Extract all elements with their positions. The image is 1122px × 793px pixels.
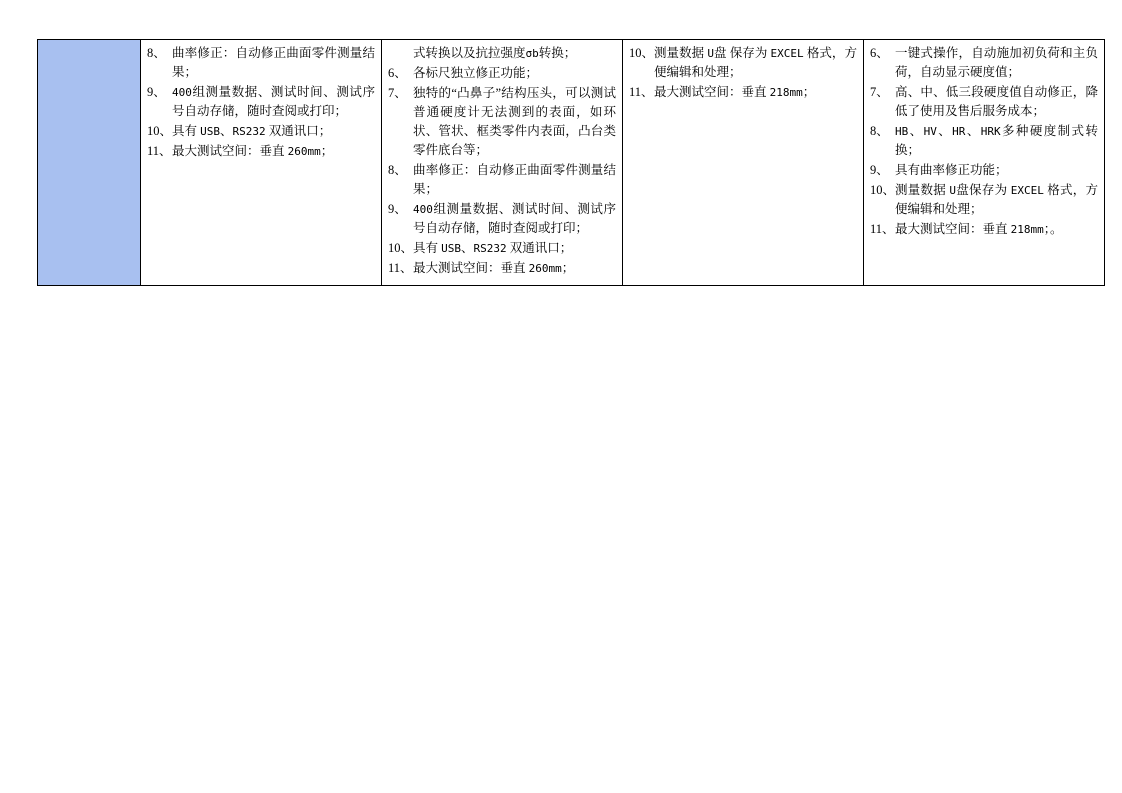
list-item [870, 181, 1098, 219]
list-item [388, 84, 616, 160]
specification-table [37, 39, 1105, 286]
table-cell-column-5 [864, 40, 1105, 286]
list-item-text: 400组测量数据、测试时间、测试序号自动存储，随时查阅或打印； [172, 85, 375, 118]
list-item-number: 10、 [629, 46, 655, 60]
list-item [870, 122, 1098, 160]
list-item-text: 测量数据 U盘保存为 EXCEL 格式，方便编辑和处理； [895, 183, 1098, 216]
list-item-text: HB、HV、HR、HRK多种硬度制式转换； [895, 124, 1098, 157]
list-item-text: 最大测试空间：垂直 218mm； [654, 85, 816, 99]
list-item-text: 最大测试空间：垂直 260mm； [172, 144, 334, 158]
list-item [388, 200, 616, 238]
list-item-text: 具有 USB、RS232 双通讯口； [413, 241, 573, 255]
list-item [388, 44, 616, 63]
list-item-number: 9、 [388, 202, 407, 216]
list-item [629, 83, 857, 102]
list-item-number: 7、 [870, 85, 889, 99]
list-item-text: 曲率修正：自动修正曲面零件测量结果； [172, 46, 375, 79]
list-item [388, 239, 616, 258]
list-item-number: 11、 [870, 222, 895, 236]
item-list-column-2 [147, 44, 375, 161]
item-list-column-4 [629, 44, 857, 102]
list-item [147, 44, 375, 82]
list-item-number: 7、 [388, 86, 407, 100]
list-item [870, 44, 1098, 82]
table-cell-column-4 [623, 40, 864, 286]
list-item-number: 6、 [870, 46, 889, 60]
list-item [629, 44, 857, 82]
list-item-text: 曲率修正：自动修正曲面零件测量结果； [413, 163, 616, 196]
list-item-text: 独特的“凸鼻子”结构压头，可以测试普通硬度计无法测到的表面，如环状、管状、框类零件内表面，凸台类零件底台等； [413, 86, 616, 157]
list-item-text: 各标尺独立修正功能； [413, 66, 539, 80]
list-item-number: 10、 [147, 124, 173, 138]
list-item-number: 11、 [388, 261, 413, 275]
list-item [147, 83, 375, 121]
list-item [870, 220, 1098, 239]
list-item [870, 161, 1098, 180]
list-item-number: 8、 [870, 124, 889, 138]
table-cell-blue [38, 40, 141, 286]
list-item-number: 8、 [147, 46, 166, 60]
table-cell-column-2 [141, 40, 382, 286]
list-item-text: 高、中、低三段硬度值自动修正，降低了使用及售后服务成本； [895, 85, 1098, 118]
list-item [147, 142, 375, 161]
list-item [388, 161, 616, 199]
list-item [388, 64, 616, 83]
list-item-text: 具有曲率修正功能； [895, 163, 1008, 177]
list-item-text: 具有 USB、RS232 双通讯口； [172, 124, 332, 138]
list-item-text: 最大测试空间：垂直 260mm； [413, 261, 575, 275]
item-list-column-3 [388, 44, 616, 278]
list-item-text: 400组测量数据、测试时间、测试序号自动存储，随时查阅或打印； [413, 202, 616, 235]
list-item [870, 83, 1098, 121]
table-cell-column-3 [382, 40, 623, 286]
list-item [388, 259, 616, 278]
list-item-number: 9、 [147, 85, 166, 99]
list-item-number: 10、 [388, 241, 414, 255]
list-item [147, 122, 375, 141]
list-item-text: 测量数据 U盘 保存为 EXCEL 格式，方便编辑和处理； [654, 46, 857, 79]
list-item-number: 11、 [147, 144, 172, 158]
list-item-number: 9、 [870, 163, 889, 177]
list-item-text: 式转换以及抗拉强度σb转换； [413, 46, 577, 60]
list-item-number: 10、 [870, 183, 896, 197]
table-row [38, 40, 1105, 286]
list-item-number: 8、 [388, 163, 407, 177]
list-item-text: 一键式操作，自动施加初负荷和主负荷，自动显示硬度值； [895, 46, 1098, 79]
list-item-number: 6、 [388, 66, 407, 80]
list-item-text: 最大测试空间：垂直 218mm；。 [895, 222, 1063, 236]
item-list-column-5 [870, 44, 1098, 239]
list-item-number: 11、 [629, 85, 654, 99]
